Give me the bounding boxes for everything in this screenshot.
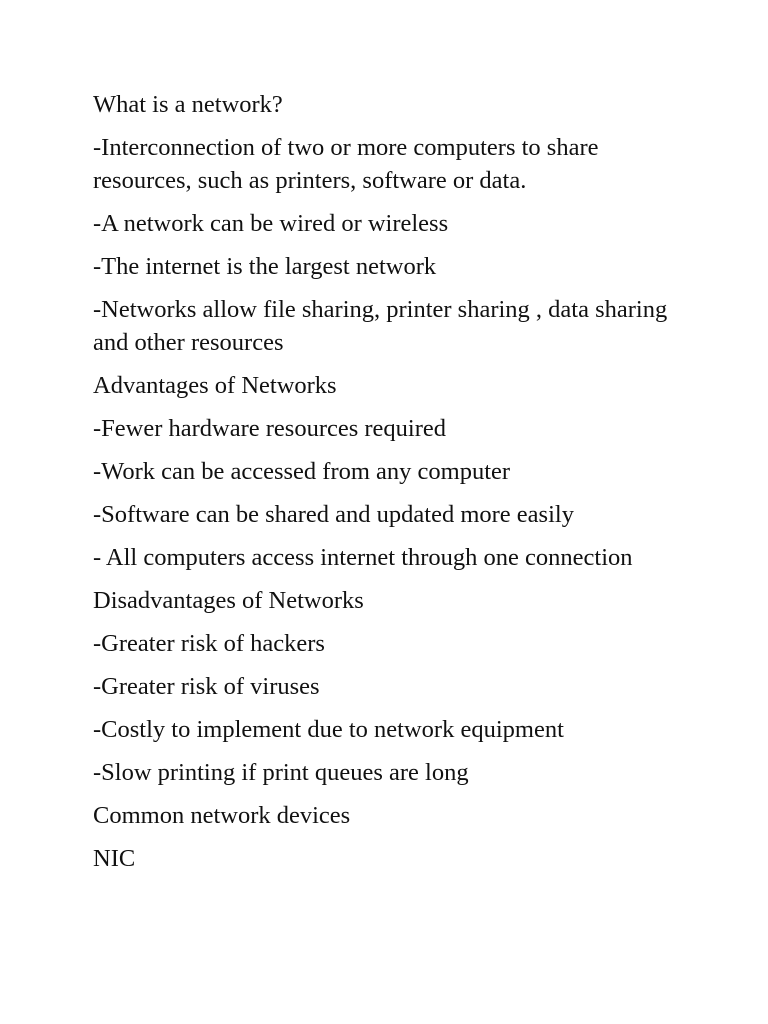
heading-disadvantages: Disadvantages of Networks — [93, 587, 364, 614]
wired-wireless-line: -A network can be wired or wireless — [93, 210, 449, 237]
disadvantage-item: -Greater risk of viruses — [93, 673, 320, 700]
disadvantage-item: -Greater risk of hackers — [93, 630, 325, 657]
advantage-item: -Software can be shared and updated more easily — [93, 501, 574, 528]
sharing-line: -Networks allow file sharing, printer sharing , data sharing and other resources — [93, 296, 668, 356]
device-item: NIC — [93, 845, 136, 872]
advantage-item: -Fewer hardware resources required — [93, 415, 447, 442]
internet-line: -The internet is the largest network — [93, 253, 437, 280]
advantage-item: - All computers access internet through one connection — [93, 544, 633, 571]
disadvantage-item: -Slow printing if print queues are long — [93, 759, 469, 786]
document-page — [93, 88, 683, 885]
heading-what-is-network: What is a network? — [93, 91, 283, 118]
advantage-item: -Work can be accessed from any computer — [93, 458, 511, 485]
heading-advantages: Advantages of Networks — [93, 372, 337, 399]
definition-line: -Interconnection of two or more computers to share resources, such as printers, software or data. — [93, 134, 599, 194]
disadvantage-item: -Costly to implement due to network equipment — [93, 716, 564, 743]
heading-common-devices: Common network devices — [93, 802, 351, 829]
